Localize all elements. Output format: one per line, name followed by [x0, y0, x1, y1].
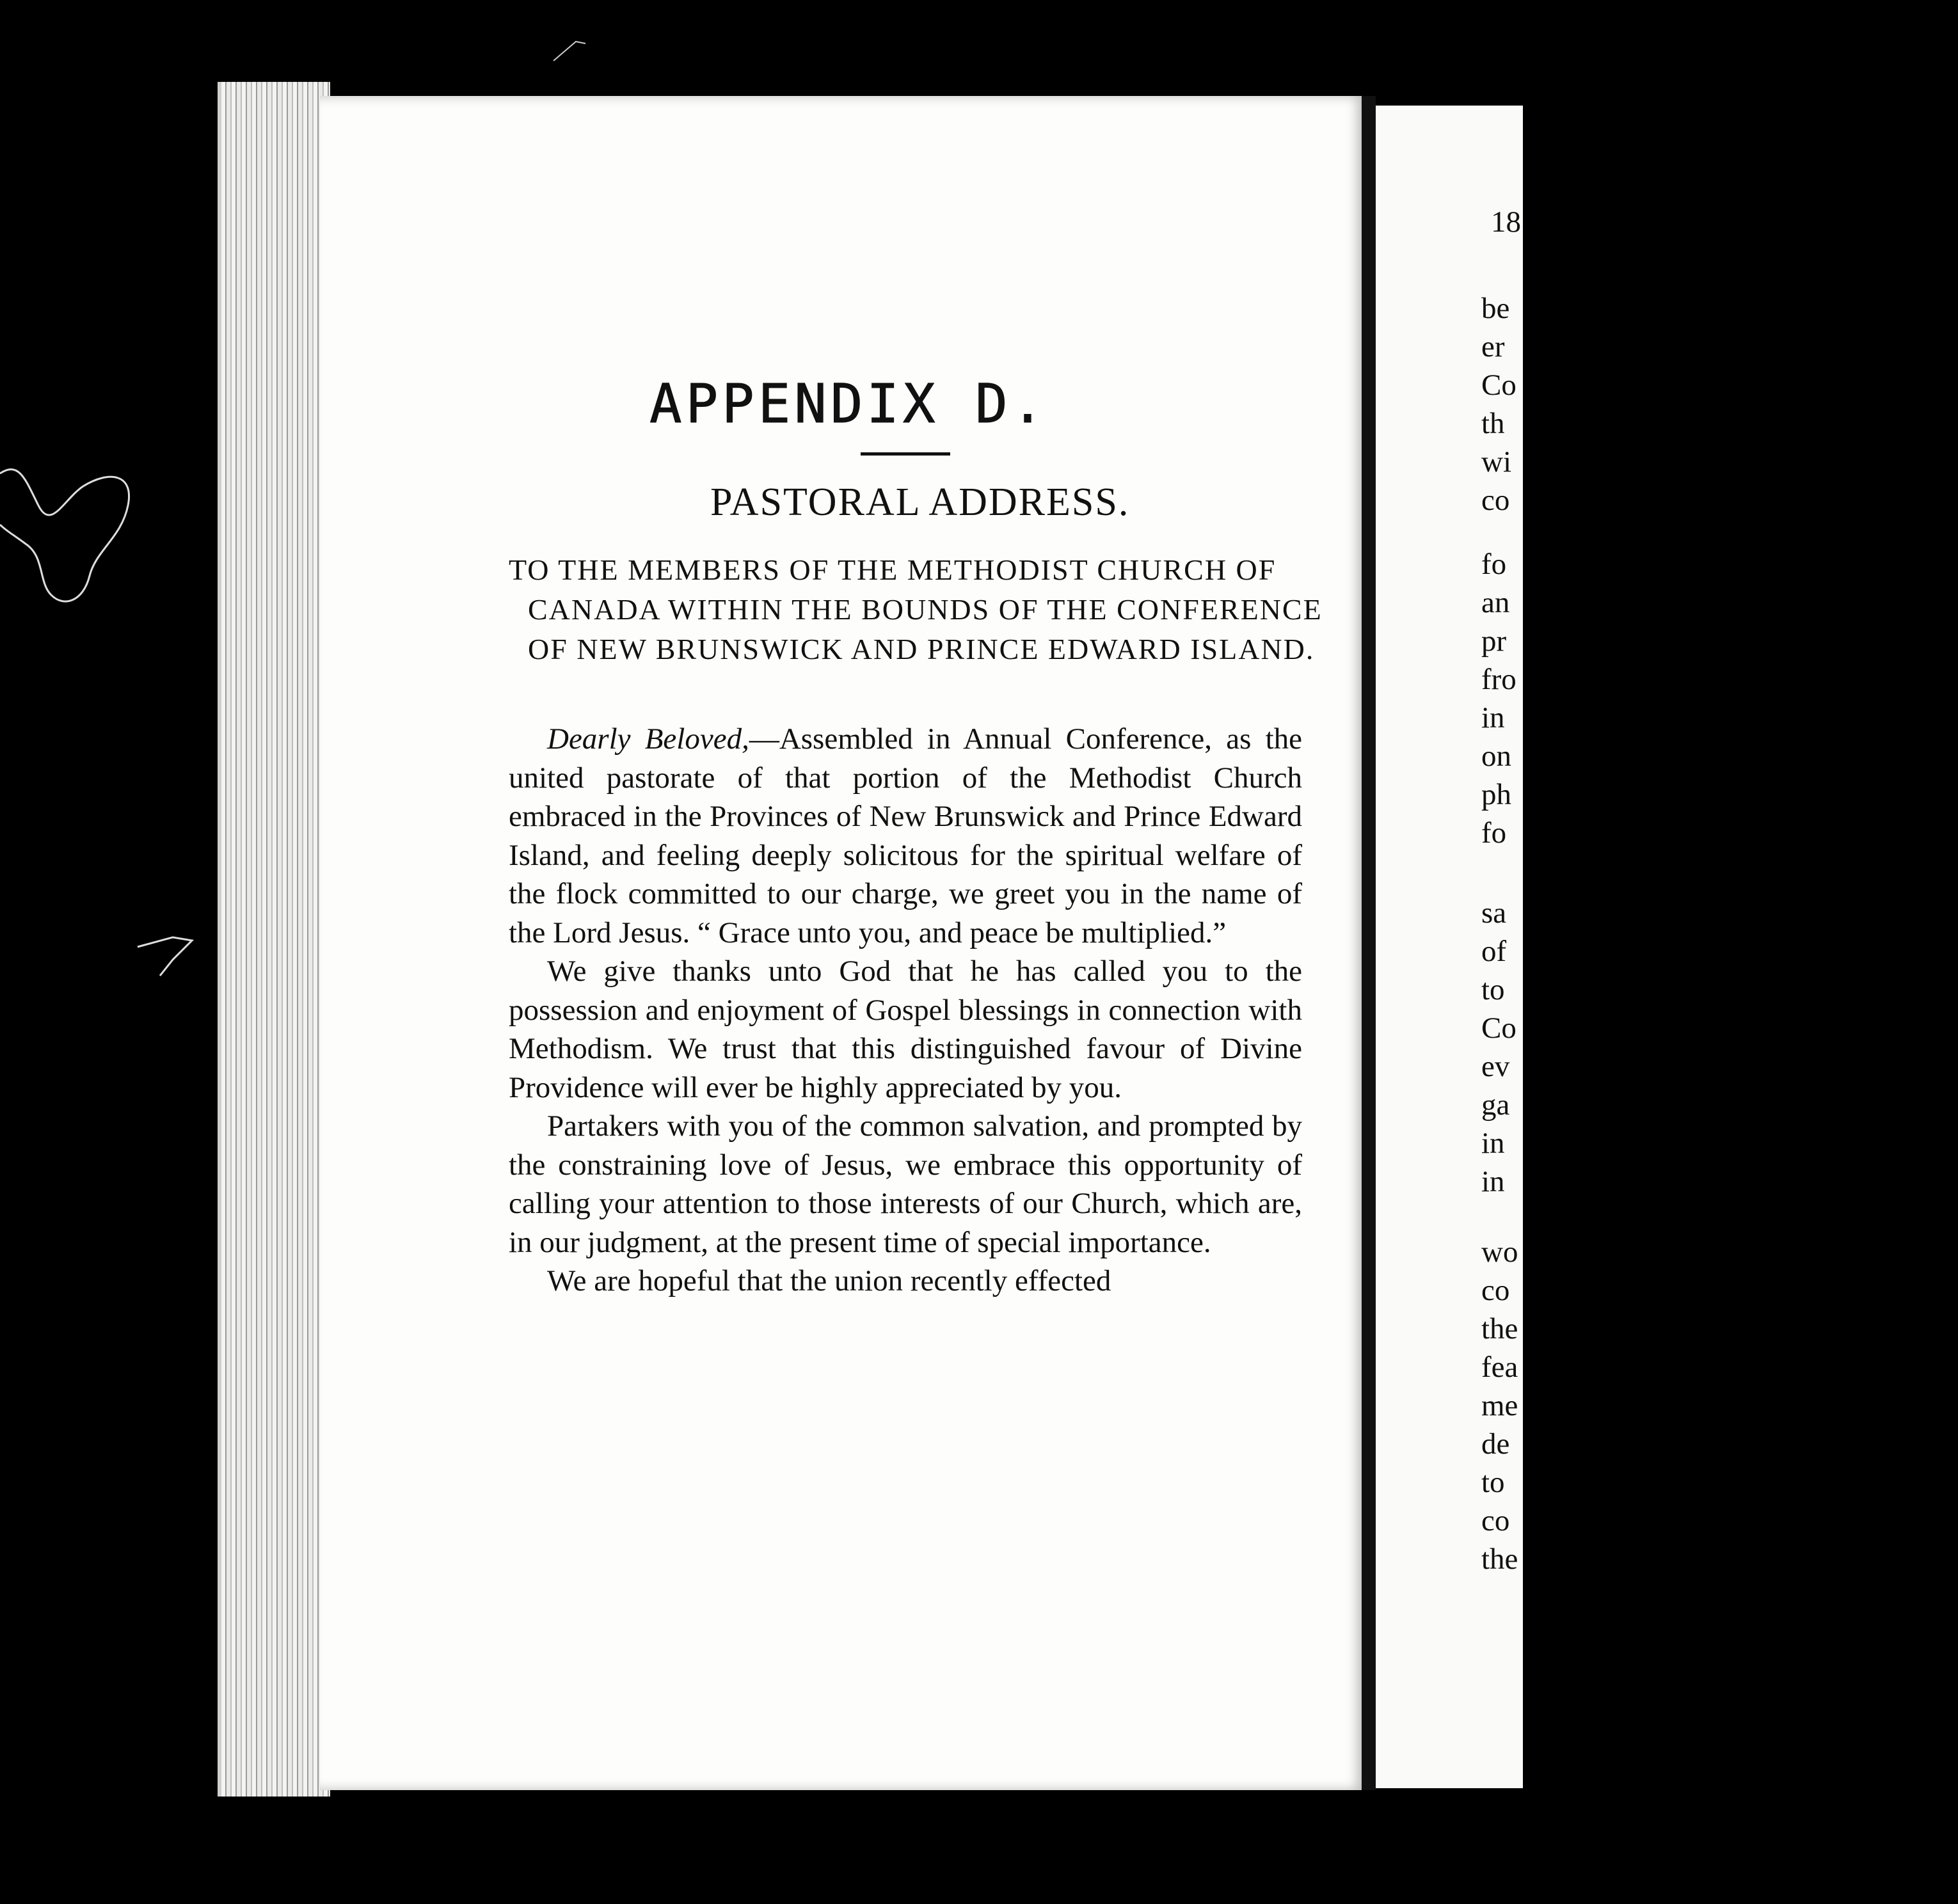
salutation: TO THE MEMBERS OF THE METHODIST CHURCH OF CANADA WITHIN THE BOUNDS OF THE CONFERENCE OF NEW BRUNSWICK AND PRINCE EDWARD ISLAND.	[509, 553, 1323, 665]
salutation-lead: Dearly Beloved,	[547, 722, 749, 756]
film-scratch	[550, 38, 589, 64]
film-scratch	[0, 435, 147, 627]
right-page-fragment: de	[1481, 1427, 1510, 1461]
right-page-fragment: in	[1481, 701, 1505, 734]
paragraph	[509, 1107, 1302, 1262]
right-page-fragment: be	[1481, 292, 1510, 325]
right-page-fragment: Co	[1481, 1012, 1516, 1045]
right-page-fragment: wi	[1481, 445, 1511, 479]
right-page-fragment: ph	[1481, 778, 1511, 811]
right-page-fragment: the	[1481, 1543, 1518, 1576]
right-page-fragment: fo	[1481, 816, 1507, 850]
paragraph-text: We give thanks unto God that he has called you to the possession and enjoyment of Gospel blessings in connection with Methodism. We trust that this distinguished favour of Divine Providence will ever be highly appreciated by you.	[509, 955, 1302, 1104]
right-page-fragment: an	[1481, 586, 1510, 619]
right-page-fragment: me	[1481, 1389, 1518, 1422]
appendix-heading: APPENDIX D.	[649, 372, 1048, 435]
paragraph	[509, 952, 1302, 1107]
page-edge-stack	[218, 82, 330, 1797]
book-gutter	[1362, 96, 1376, 1790]
right-page-fragment: in	[1481, 1127, 1505, 1160]
paragraph-text: We are hopeful that the union recently effected	[547, 1264, 1111, 1297]
film-scratch	[134, 934, 198, 979]
right-page-fragment: the	[1481, 1312, 1518, 1345]
paragraph-text: Partakers with you of the common salvation, and prompted by the constraining love of Jesus, we embrace this opportunity of calling your attention to those interests of our Church, which are, in our judgment, at the present time of special importance.	[509, 1109, 1302, 1259]
right-page-fragment: ga	[1481, 1088, 1510, 1122]
right-page-fragment: of	[1481, 935, 1507, 968]
right-page-fragment: ev	[1481, 1050, 1510, 1083]
right-page-fragment: 18	[1491, 205, 1521, 239]
right-page-fragment: to	[1481, 973, 1505, 1006]
right-page-fragment: pr	[1481, 624, 1507, 658]
paragraph	[509, 720, 1302, 952]
right-page-fragment: er	[1481, 330, 1505, 363]
right-page-fragment: fo	[1481, 548, 1507, 581]
paragraph-text: —Assembled in Annual Conference, as the united pastorate of that portion of the Methodist Church embraced in the Provinces of New Brunswick and Prince Edward Island, and feeling deeply solicitous for the spiritual welfare of the flock committed to our charge, we greet you in the name of the Lord Jesus. “ Grace unto you, and peace be multiplied.”	[509, 722, 1302, 949]
left-page	[320, 96, 1366, 1790]
right-page-fragment: sa	[1481, 896, 1507, 930]
right-page-fragment: fea	[1481, 1351, 1518, 1384]
right-page-fragment: in	[1481, 1165, 1505, 1198]
right-page-fragment: co	[1481, 484, 1510, 517]
body-text	[509, 720, 1302, 1301]
right-page-fragment: co	[1481, 1274, 1510, 1307]
right-page-fragment: co	[1481, 1504, 1510, 1537]
right-page-fragment: on	[1481, 740, 1511, 773]
section-title: PASTORAL ADDRESS.	[710, 480, 1130, 524]
right-page-fragment: Co	[1481, 369, 1516, 402]
right-page-fragment: fro	[1481, 663, 1516, 696]
title-rule	[861, 452, 950, 456]
right-page-fragment: to	[1481, 1466, 1505, 1499]
right-page-fragment: th	[1481, 407, 1505, 440]
right-page-fragment: wo	[1481, 1235, 1518, 1269]
paragraph	[509, 1262, 1302, 1301]
